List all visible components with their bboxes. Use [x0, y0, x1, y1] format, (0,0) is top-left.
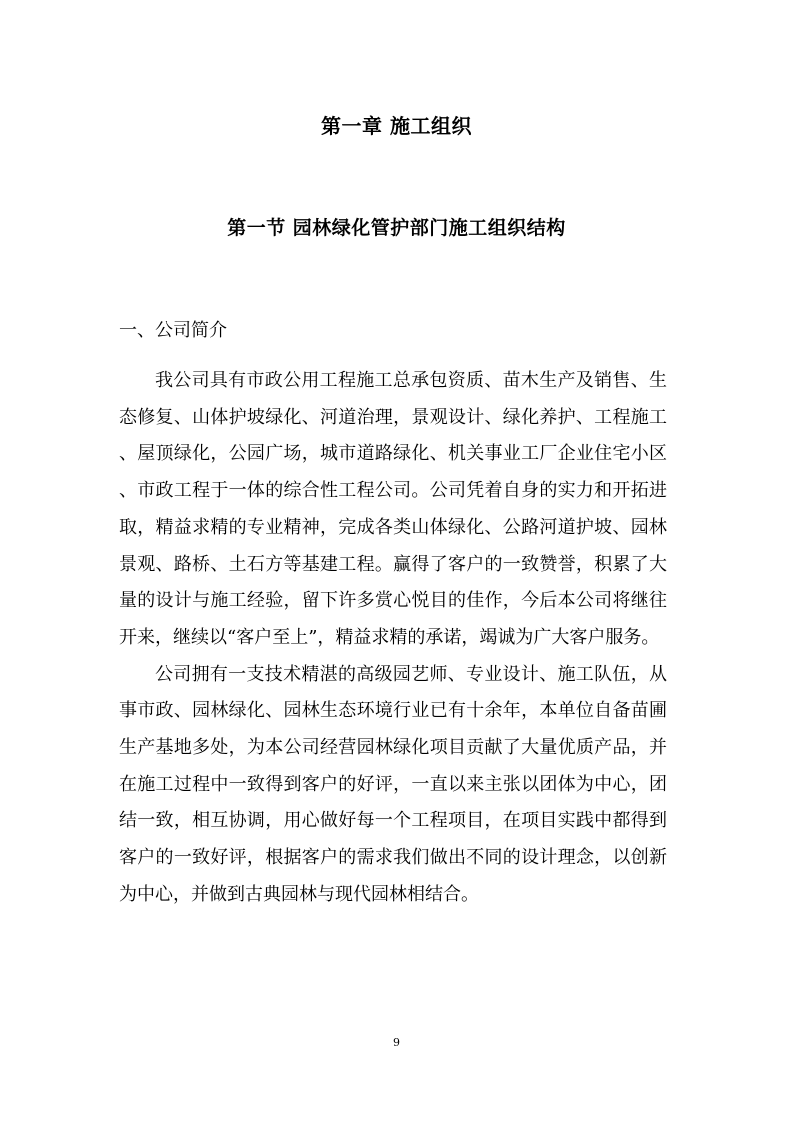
- chapter-title: 第一章 施工组织: [321, 114, 472, 138]
- page-number: 9: [393, 1036, 400, 1049]
- section-title: 第一节 园林绿化管护部门施工组织结构: [227, 217, 566, 239]
- body-text: [119, 363, 667, 914]
- paragraph: 公司拥有一支技术精湛的高级园艺师、专业设计、施工队伍，从事市政、园林绿化、园林生态环境行业已有十余年，本单位自备苗圃生产基地多处，为本公司经营园林绿化项目贡献了大量优质产品，并在施工过程中一致得到客户的好评，一直以来主张以团体为中心，团结一致，相互协调，用心做好每一个工程项目，在项目实践中都得到客户的一致好评，根据客户的需求我们做出不同的设计理念，以创新为中心，并做到古典园林与现代园林相结合。: [119, 663, 667, 905]
- subheading: 一、公司简介: [119, 320, 227, 341]
- paragraph: 我公司具有市政公用工程施工总承包资质、苗木生产及销售、生态修复、山体护坡绿化、河道治理，景观设计、绿化养护、工程施工、屋顶绿化，公园广场，城市道路绿化、机关事业工厂企业住宅小区、市政工程于一体的综合性工程公司。公司凭着自身的实力和开拓进取，精益求精的专业精神，完成各类山体绿化、公路河道护坡、园林景观、路桥、土石方等基建工程。赢得了客户的一致赞誉，积累了大量的设计与施工经验，留下许多赏心悦目的佳作，今后本公司将继往开来，继续以“客户至上”，精益求精的承诺，竭诚为广大客户服务。: [119, 370, 667, 648]
